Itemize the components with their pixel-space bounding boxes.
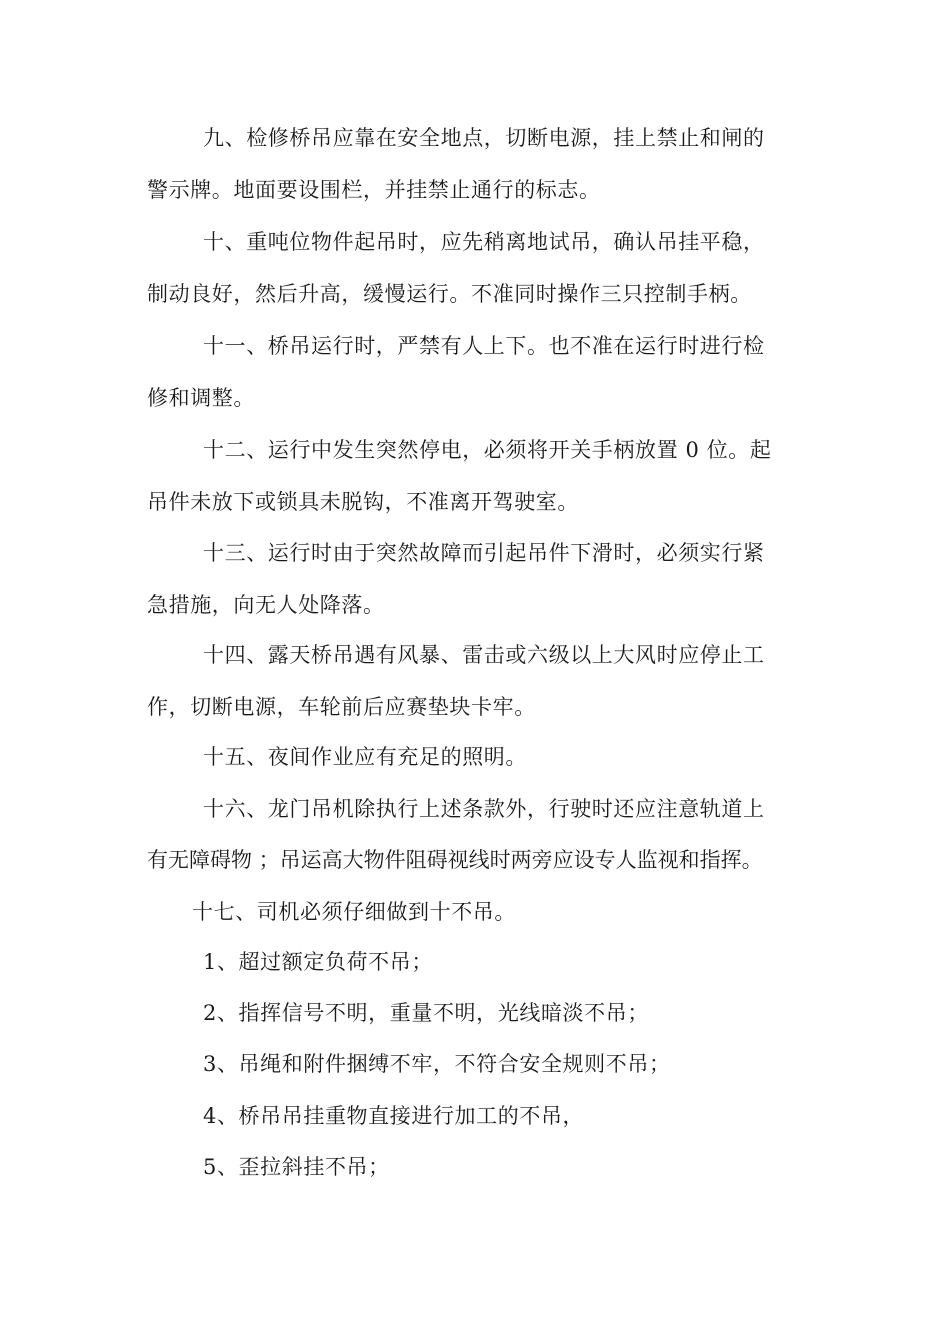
paragraph-9-line-2: 警示牌。地面要设围栏，并挂禁止通行的标志。 <box>147 178 601 202</box>
paragraph-12-line-1: 十二、运行中发生突然停电，必须将开关手柄放置 0 位。起 <box>203 438 772 462</box>
paragraph-17-line-1: 十七、司机必须仔细做到十不吊。 <box>192 900 516 924</box>
paragraph-13-line-2: 急措施，向无人处降落。 <box>147 593 385 617</box>
paragraph-14-line-2: 作，切断电源，车轮前后应赛垫块卡牢。 <box>147 695 536 719</box>
paragraph-12-line-2: 吊件未放下或锁具未脱钩，不准离开驾驶室。 <box>147 490 579 514</box>
paragraph-15-line-1: 十五、夜间作业应有充足的照明。 <box>203 745 527 769</box>
paragraph-13-line-1: 十三、运行时由于突然故障而引起吊件下滑时，必须实行紧 <box>203 541 765 565</box>
list-item-4: 4、桥吊吊挂重物直接进行加工的不吊， <box>203 1104 585 1128</box>
paragraph-11-line-1: 十一、桥吊运行时，严禁有人上下。也不准在运行时进行检 <box>203 334 765 358</box>
paragraph-16-line-2: 有无障碍物 ；吊运高大物件阻碍视线时两旁应设专人监视和指挥。 <box>147 848 763 872</box>
paragraph-16-line-1: 十六、龙门吊机除执行上述条款外，行驶时还应注意轨道上 <box>203 797 765 821</box>
paragraph-14-line-1: 十四、露天桥吊遇有风暴、雷击或六级以上大风时应停止工 <box>203 643 765 667</box>
list-item-2: 2、指挥信号不明，重量不明，光线暗淡不吊； <box>203 1001 649 1025</box>
list-item-1: 1、超过额定负荷不吊； <box>203 950 433 974</box>
paragraph-10-line-1: 十、重吨位物件起吊时，应先稍离地试吊，确认吊挂平稳， <box>203 230 765 254</box>
paragraph-10-line-2: 制动良好，然后升高，缓慢运行。不准同时操作三只控制手柄。 <box>147 282 752 306</box>
paragraph-11-line-2: 修和调整。 <box>147 386 255 410</box>
paragraph-9-line-1: 九、检修桥吊应靠在安全地点，切断电源，挂上禁止和闸的 <box>203 126 765 150</box>
list-item-5: 5、歪拉斜挂不吊； <box>203 1155 390 1179</box>
list-item-3: 3、吊绳和附件捆缚不牢，不符合安全规则不吊； <box>203 1052 671 1076</box>
